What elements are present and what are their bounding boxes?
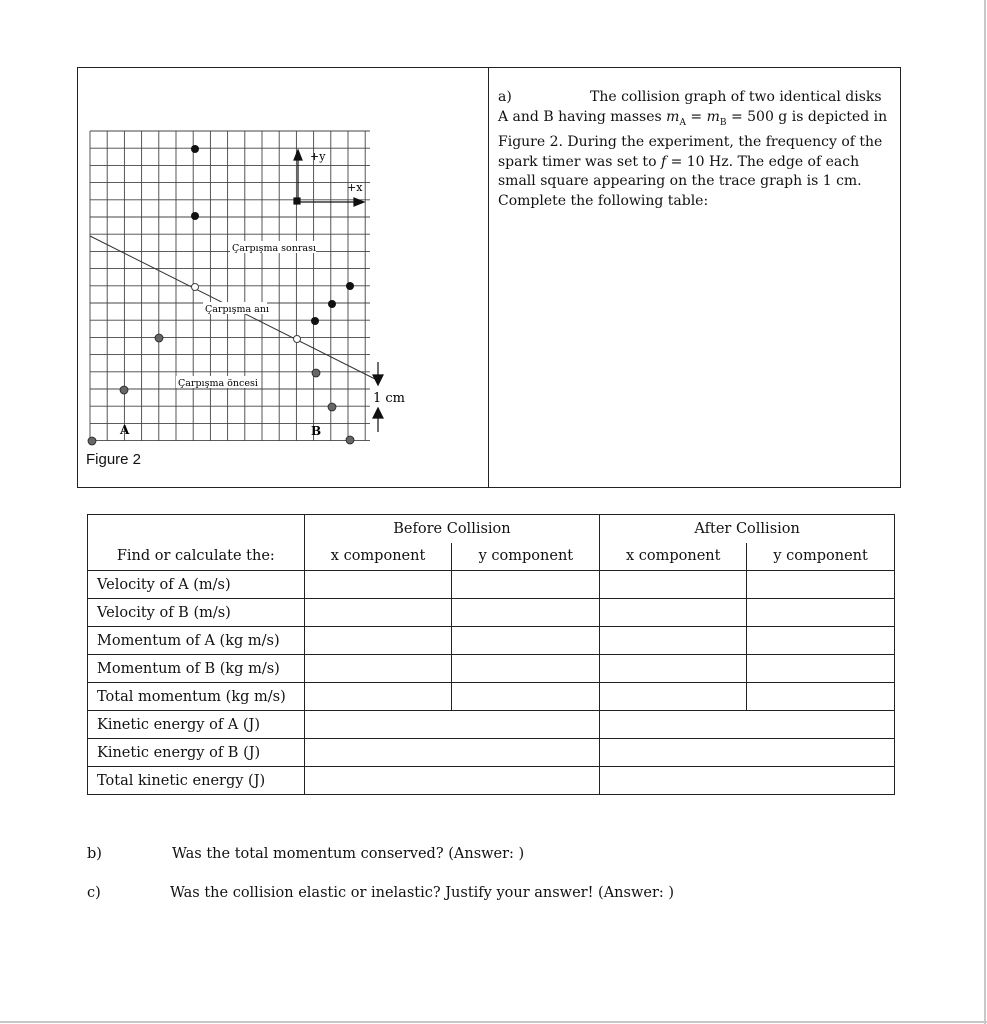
answer-cell[interactable]: [747, 683, 895, 711]
row-label: Velocity of A (m/s): [88, 571, 305, 599]
collision-trace-graph: [80, 120, 420, 450]
trace-dot: [311, 317, 319, 325]
mass-a-symbol: m: [666, 108, 680, 125]
answer-cell[interactable]: [600, 599, 747, 627]
figure-divider: [488, 67, 489, 488]
row-label: Total kinetic energy (J): [88, 767, 305, 795]
collision-dot-b: [294, 336, 301, 343]
trace-dot: [120, 386, 128, 394]
answer-cell[interactable]: [600, 739, 895, 767]
answer-cell[interactable]: [304, 767, 600, 795]
axis-y-label: +y: [310, 150, 326, 163]
question-b-text: Was the total momentum conserved? (Answer: ): [172, 846, 525, 862]
question-a-label: a): [498, 89, 512, 105]
after-x-header: x component: [600, 543, 747, 571]
answer-cell[interactable]: [600, 627, 747, 655]
axes-indicator: [294, 150, 364, 206]
after-y-header: y component: [747, 543, 895, 571]
grid-lines: [90, 131, 370, 441]
table-row: [88, 655, 895, 683]
answer-cell[interactable]: [747, 655, 895, 683]
answer-cell[interactable]: [452, 627, 600, 655]
page-edge-bottom: [0, 1021, 987, 1023]
answer-cell[interactable]: [452, 655, 600, 683]
trace-dot: [346, 282, 354, 290]
table-row: [88, 739, 895, 767]
results-table: [87, 514, 895, 795]
trace-dot: [191, 145, 199, 153]
answer-cell[interactable]: [600, 655, 747, 683]
trace-dot: [191, 212, 199, 220]
row-label: Kinetic energy of B (J): [88, 739, 305, 767]
before-collision-header: Before Collision: [304, 515, 600, 543]
mass-b-symbol: m: [706, 108, 720, 125]
answer-cell[interactable]: [452, 683, 600, 711]
question-a: [498, 88, 894, 211]
mass-value-text: = 500 g is depicted in Figure 2. During the experiment, the frequency of the spark timer was set to: [498, 108, 888, 170]
trace-dot: [312, 369, 320, 377]
trace-dot: [88, 437, 96, 445]
disk-a-label: A: [120, 423, 130, 437]
row-label: Momentum of A (kg m/s): [88, 627, 305, 655]
before-x-header: x component: [304, 543, 452, 571]
table-row: [88, 767, 895, 795]
row-label: Kinetic energy of A (J): [88, 711, 305, 739]
answer-cell[interactable]: [600, 683, 747, 711]
collision-dot-a: [192, 284, 199, 291]
trace-dot: [328, 403, 336, 411]
disk-b-label: B: [311, 424, 322, 438]
answer-cell[interactable]: [304, 599, 452, 627]
table-row: [88, 711, 895, 739]
row-label: Momentum of B (kg m/s): [88, 655, 305, 683]
table-row: [88, 571, 895, 599]
figure-caption: Figure 2: [86, 451, 142, 468]
label-during-collision: Çarpışma anı: [205, 304, 269, 315]
answer-cell[interactable]: [304, 739, 600, 767]
question-c-text: Was the collision elastic or inelastic? Justify your answer! (Answer: ): [170, 885, 675, 901]
question-a-sentence: The collision graph of two identical disks A and B having masses: [498, 89, 882, 125]
answer-cell[interactable]: [747, 599, 895, 627]
mass-b-subscript: B: [719, 117, 727, 128]
answer-cell[interactable]: [452, 599, 600, 627]
table-row: [88, 627, 895, 655]
question-b-label: b): [87, 846, 102, 862]
answer-cell[interactable]: [304, 711, 600, 739]
trace-dot: [346, 436, 354, 444]
answer-cell[interactable]: [304, 655, 452, 683]
header-empty-cell: [88, 515, 305, 543]
equals-sign: =: [685, 108, 707, 125]
trace-dot: [328, 300, 336, 308]
answer-cell[interactable]: [452, 571, 600, 599]
axis-x-label: +x: [347, 181, 363, 194]
answer-cell[interactable]: [600, 711, 895, 739]
row-label: Total momentum (kg m/s): [88, 683, 305, 711]
trace-dot: [155, 334, 163, 342]
answer-cell[interactable]: [304, 683, 452, 711]
mass-a-subscript: A: [679, 117, 686, 128]
scale-label: 1 cm: [373, 391, 406, 406]
row-label: Velocity of B (m/s): [88, 599, 305, 627]
frequency-value-text: = 10 Hz. The edge of each small square appearing on the trace graph is 1 cm. Complete the following table:: [498, 153, 862, 209]
page-edge-right: [984, 0, 986, 1024]
answer-cell[interactable]: [747, 571, 895, 599]
answer-cell[interactable]: [304, 627, 452, 655]
answer-cell[interactable]: [600, 767, 895, 795]
after-collision-header: After Collision: [600, 515, 895, 543]
find-header: Find or calculate the:: [88, 543, 305, 571]
table-row: [88, 683, 895, 711]
before-y-header: y component: [452, 543, 600, 571]
answer-cell[interactable]: [600, 571, 747, 599]
question-c-label: c): [87, 885, 101, 901]
label-before-collision: Çarpışma öncesi: [178, 378, 258, 389]
frequency-symbol: f: [660, 153, 667, 170]
answer-cell[interactable]: [747, 627, 895, 655]
answer-cell[interactable]: [304, 571, 452, 599]
label-after-collision: Çarpışma sonrası: [232, 243, 316, 254]
table-row: [88, 599, 895, 627]
